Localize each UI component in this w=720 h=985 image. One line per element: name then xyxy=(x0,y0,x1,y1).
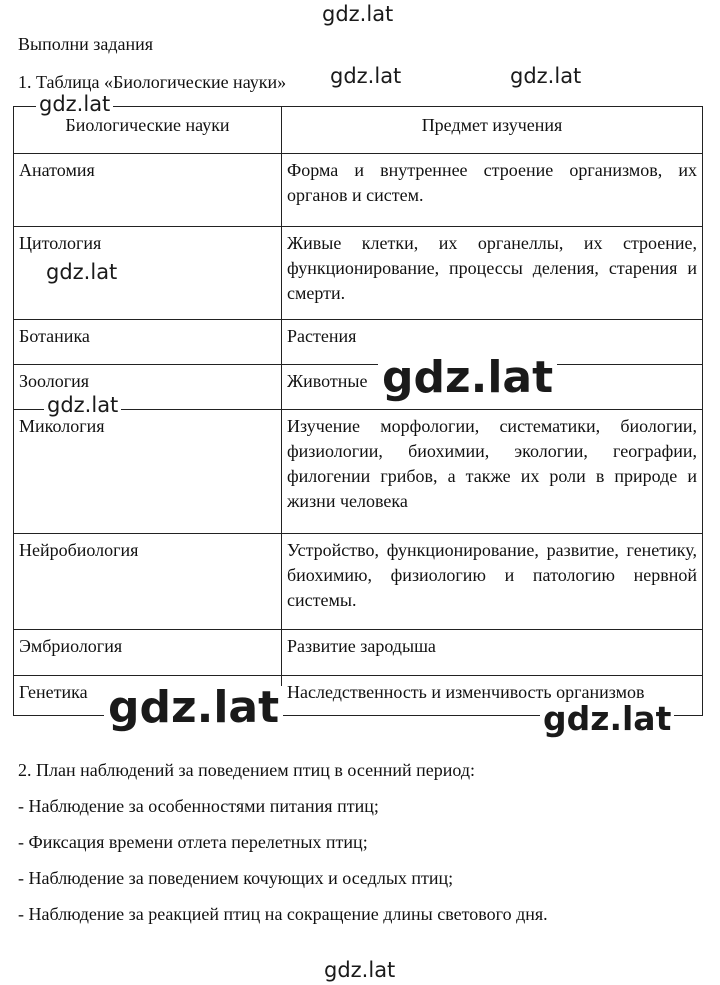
column-header-subject: Предмет изучения xyxy=(282,107,703,154)
subject-cell: Развитие зародыша xyxy=(282,630,703,676)
subject-cell: Изучение морфологии, систематики, биологии, физиологии, биохимии, экологии, географии, филогении грибов, а также их роли в природе и жизни человека xyxy=(282,410,703,534)
science-cell: Эмбриология xyxy=(14,630,282,676)
plan-item: - Наблюдение за особенностями питания птиц; xyxy=(18,796,379,816)
table-row xyxy=(14,630,703,676)
subject-cell: Животные xyxy=(282,365,703,410)
science-cell: Анатомия xyxy=(14,154,282,227)
table-title: 1. Таблица «Биологические науки» xyxy=(18,72,287,92)
watermark: gdz.lat xyxy=(46,260,118,284)
watermark: gdz.lat xyxy=(510,64,582,88)
science-cell: Цитология xyxy=(14,227,282,320)
plan-item: - Наблюдение за реакцией птиц на сокращение длины светового дня. xyxy=(18,904,548,924)
table-row xyxy=(14,410,703,534)
subject-cell: Растения xyxy=(282,320,703,365)
watermark: gdz.lat xyxy=(540,702,674,735)
table-row xyxy=(14,534,703,630)
subject-cell: Наследственность и изменчивость организмов xyxy=(282,676,703,716)
watermark: gdz.lat xyxy=(378,356,557,400)
observation-plan xyxy=(18,760,548,940)
column-header-science: Биологические науки xyxy=(14,107,282,154)
plan-item: - Фиксация времени отлета перелетных птиц; xyxy=(18,832,368,852)
subject-cell: Форма и внутреннее строение организмов, их органов и систем. xyxy=(282,154,703,227)
table-row xyxy=(14,154,703,227)
science-cell: Ботаника xyxy=(14,320,282,365)
watermark: gdz.lat xyxy=(330,64,402,88)
plan-title: 2. План наблюдений за поведением птиц в осенний период: xyxy=(18,760,476,780)
watermark: gdz.lat xyxy=(322,2,394,26)
science-cell: Нейробиология xyxy=(14,534,282,630)
subject-cell: Живые клетки, их органеллы, их строение, функционирование, процессы деления, старения и смерти. xyxy=(282,227,703,320)
table-row xyxy=(14,320,703,365)
science-cell: Зоология xyxy=(14,365,282,410)
plan-item: - Наблюдение за поведением кочующих и оседлых птиц; xyxy=(18,868,454,888)
watermark: gdz.lat xyxy=(44,395,121,416)
science-cell: Генетика xyxy=(14,676,282,716)
page-title: Выполни задания xyxy=(18,34,154,54)
watermark: gdz.lat xyxy=(36,94,113,115)
science-cell: Микология xyxy=(14,410,282,534)
watermark: gdz.lat xyxy=(104,686,283,730)
watermark: gdz.lat xyxy=(324,958,396,982)
table-header-row xyxy=(14,107,703,154)
subject-cell: Устройство, функционирование, развитие, генетику, биохимию, физиологию и патологию нервной системы. xyxy=(282,534,703,630)
